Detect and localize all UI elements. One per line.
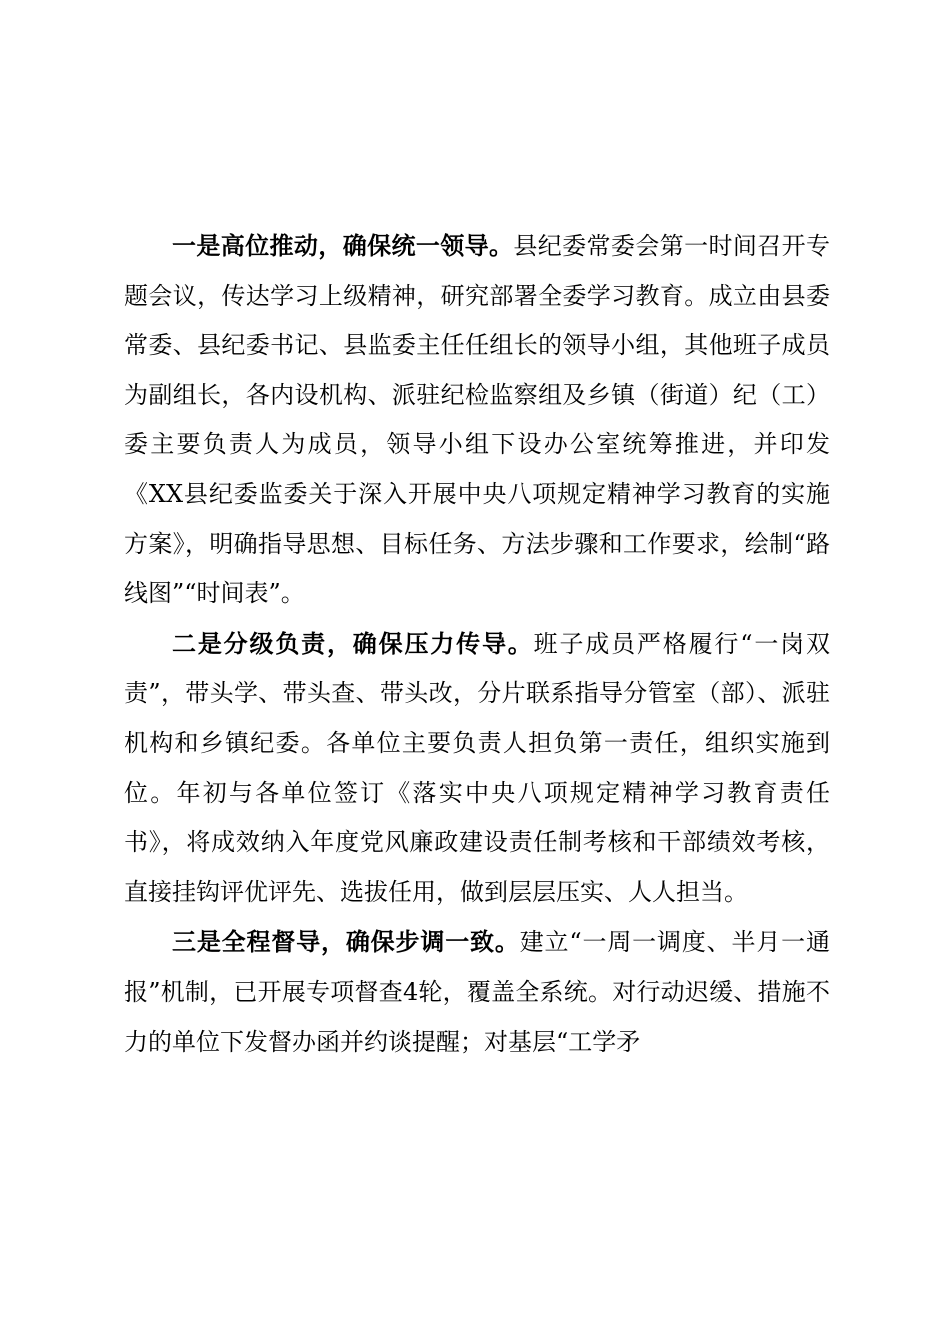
document-page [124, 221, 830, 1067]
paragraph-2 [124, 619, 830, 918]
paragraph-1-heading: 一是高位推动，确保统一领导。 [172, 231, 514, 260]
paragraph-3-body: 建立“一周一调度、半月一通报”机制，已开展专项督查4轮，覆盖全系统。对行动迟缓、措施不力的单位下发督办函并约谈提醒；对基层“工学矛 [124, 928, 830, 1056]
paragraph-2-body: 班子成员严格履行“一岗双责”，带头学、带头查、带头改，分片联系指导分管室（部）、派驻机构和乡镇纪委。各单位主要负责人担负第一责任，组织实施到位。年初与各单位签订《落实中央八项规定精神学习教育责任书》，将成效纳入年度党风廉政建设责任制考核和干部绩效考核，直接挂钩评优评先、选拔任用，做到层层压实、人人担当。 [124, 629, 830, 906]
paragraph-1-body: 县纪委常委会第一时间召开专题会议，传达学习上级精神，研究部署全委学习教育。成立由县委常委、县纪委书记、县监委主任任组长的领导小组，其他班子成员为副组长，各内设机构、派驻纪检监察组及乡镇（街道）纪（工）委主要负责人为成员，领导小组下设办公室统筹推进，并印发《XX县纪委监委关于深入开展中央八项规定精神学习教育的实施方案》，明确指导思想、目标任务、方法步骤和工作要求，绘制“路线图”“时间表”。 [124, 232, 831, 608]
paragraph-3 [124, 917, 830, 1067]
paragraph-3-heading: 三是全程督导，确保步调一致。 [172, 927, 520, 957]
paragraph-1 [124, 221, 830, 619]
paragraph-2-heading: 二是分级负责，确保压力传导。 [172, 628, 534, 658]
